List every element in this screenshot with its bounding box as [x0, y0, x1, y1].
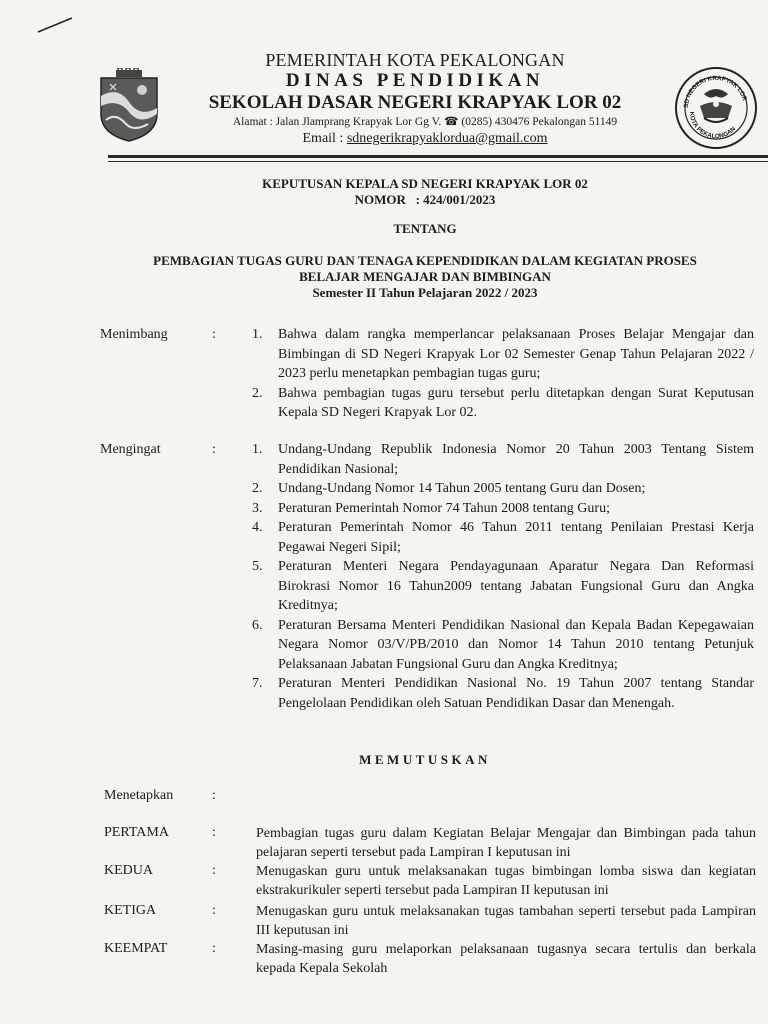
- menimbang-colon: :: [212, 327, 216, 342]
- kedua-label: KEDUA: [104, 863, 153, 878]
- list-item: 3. Peraturan Pemerintah Nomor 74 Tahun 2008 tentang Guru;: [252, 500, 610, 516]
- kedua-text: Menugaskan guru untuk melaksanakan tugas bimbingan lomba siswa dan kegiatan ekstrakurikuler seperti tersebut pada Lampiran II keputusan ini: [256, 864, 756, 898]
- list-item: 7. Peraturan Menteri Pendidikan Nasional No. 19 Tahun 2007 tentang Standar Pengelolaan Pendidikan oleh Satuan Pendidikan Dasar dan Menengah.: [252, 676, 754, 711]
- school-address: Alamat : Jalan Jlamprang Krapyak Lor Gg V. ☎ (0285) 430476 Pekalongan 51149: [232, 116, 618, 128]
- subject-line-1: PEMBAGIAN TUGAS GURU DAN TENAGA KEPENDIDIKAN DALAM KEGIATAN PROSES: [153, 253, 697, 268]
- tentang-heading: TENTANG: [393, 221, 457, 236]
- mengingat-label: Mengingat: [100, 442, 161, 457]
- pertama-label: PERTAMA: [104, 825, 169, 840]
- kedua-colon: :: [212, 863, 216, 878]
- letterhead: [160, 50, 670, 148]
- email-address: sdnegerikrapyaklordua@gmail.com: [346, 131, 548, 146]
- menetapkan-label: Menetapkan: [104, 788, 174, 803]
- ketiga-label: KETIGA: [104, 903, 157, 918]
- email-label: Email :: [302, 131, 344, 146]
- list-item: 1. Undang-Undang Republik Indonesia Nomor 20 Tahun 2003 Tentang Sistem Pendidikan Nasional;: [252, 442, 754, 477]
- list-item: 2. Bahwa pembagian tugas guru tersebut perlu ditetapkan dengan Surat Keputusan Kepala SD Negeri Krapyak Lor 02.: [252, 385, 754, 420]
- decree-subject: [90, 253, 760, 301]
- menimbang-list: [252, 325, 754, 423]
- keempat-colon: :: [212, 941, 216, 956]
- letterhead-rule-thick: [108, 155, 768, 158]
- ketiga-text: Menugaskan guru untuk melaksanakan tugas tambahan seperti tersebut pada Lampiran III keputusan ini: [256, 904, 756, 938]
- government-name: PEMERINTAH KOTA PEKALONGAN: [265, 50, 565, 70]
- decree-heading: [90, 176, 760, 208]
- memutuskan-heading: MEMUTUSKAN: [359, 752, 491, 767]
- menimbang-label: Menimbang: [100, 327, 168, 342]
- school-seal-logo: [674, 66, 758, 150]
- menetapkan-colon: :: [212, 788, 216, 803]
- pertama-colon: :: [212, 825, 216, 840]
- school-name: SEKOLAH DASAR NEGERI KRAPYAK LOR 02: [208, 92, 622, 113]
- city-coat-of-arms-logo: [98, 68, 160, 142]
- subject-line-2: BELAJAR MENGAJAR DAN BIMBINGAN: [299, 269, 551, 284]
- mengingat-colon: :: [212, 442, 216, 457]
- keempat-text: Masing-masing guru melaporkan pelaksanaan tugasnya secara tertulis dan berkala kepada Kepala Sekolah: [256, 942, 756, 976]
- list-item: 5. Peraturan Menteri Negara Pendayagunaan Aparatur Negara Dan Reformasi Birokrasi Nomor 16 Tahun2009 tentang Jabatan Fungsional Guru dan Angka Kreditnya;: [252, 559, 754, 613]
- pertama-text: Pembagian tugas guru dalam Kegiatan Belajar Mengajar dan Bimbingan pada tahun pelajaran seperti tersebut pada Lampiran I keputusan ini: [256, 826, 756, 860]
- list-item: 4. Peraturan Pemerintah Nomor 46 Tahun 2011 tentang Penilaian Prestasi Kerja Pegawai Negeri Sipil;: [252, 520, 754, 555]
- ketiga-colon: :: [212, 903, 216, 918]
- school-email-line: [180, 130, 670, 148]
- list-item: 1. Bahwa dalam rangka memperlancar pelaksanaan Proses Belajar Mengajar dan Bimbingan di SD Negeri Krapyak Lor 02 Semester Genap Tahun Pelajaran 2022 / 2023 perlu menetapkan pembagian tugas guru;: [252, 327, 754, 381]
- pen-stroke-mark: [36, 14, 76, 36]
- semester-line: Semester II Tahun Pelajaran 2022 / 2023: [312, 285, 538, 300]
- mengingat-list: [252, 440, 754, 713]
- seal-text-bottom: KOTA PEKALONGAN: [687, 111, 738, 141]
- agency-name: DINAS PENDIDIKAN: [285, 70, 545, 91]
- list-item: 2. Undang-Undang Nomor 14 Tahun 2005 tentang Guru dan Dosen;: [252, 481, 646, 496]
- list-item: 6. Peraturan Bersama Menteri Pendidikan Nasional dan Kepala Badan Kepegawaian Negara Nomor 03/V/PB/2010 dan Nomor 14 Tahun 2010 tentang Petunjuk Pelaksanaan Jabatan Fungsional Guru dan Angka Kreditnya;: [252, 617, 754, 672]
- decree-number: NOMOR : 424/001/2023: [354, 192, 496, 207]
- letterhead-rule-thin: [108, 161, 768, 162]
- seal-text-top: SD NEGERI KRAPYAK LOR: [682, 74, 748, 109]
- keempat-label: KEEMPAT: [104, 941, 168, 956]
- decree-title: KEPUTUSAN KEPALA SD NEGERI KRAPYAK LOR 02: [262, 176, 588, 191]
